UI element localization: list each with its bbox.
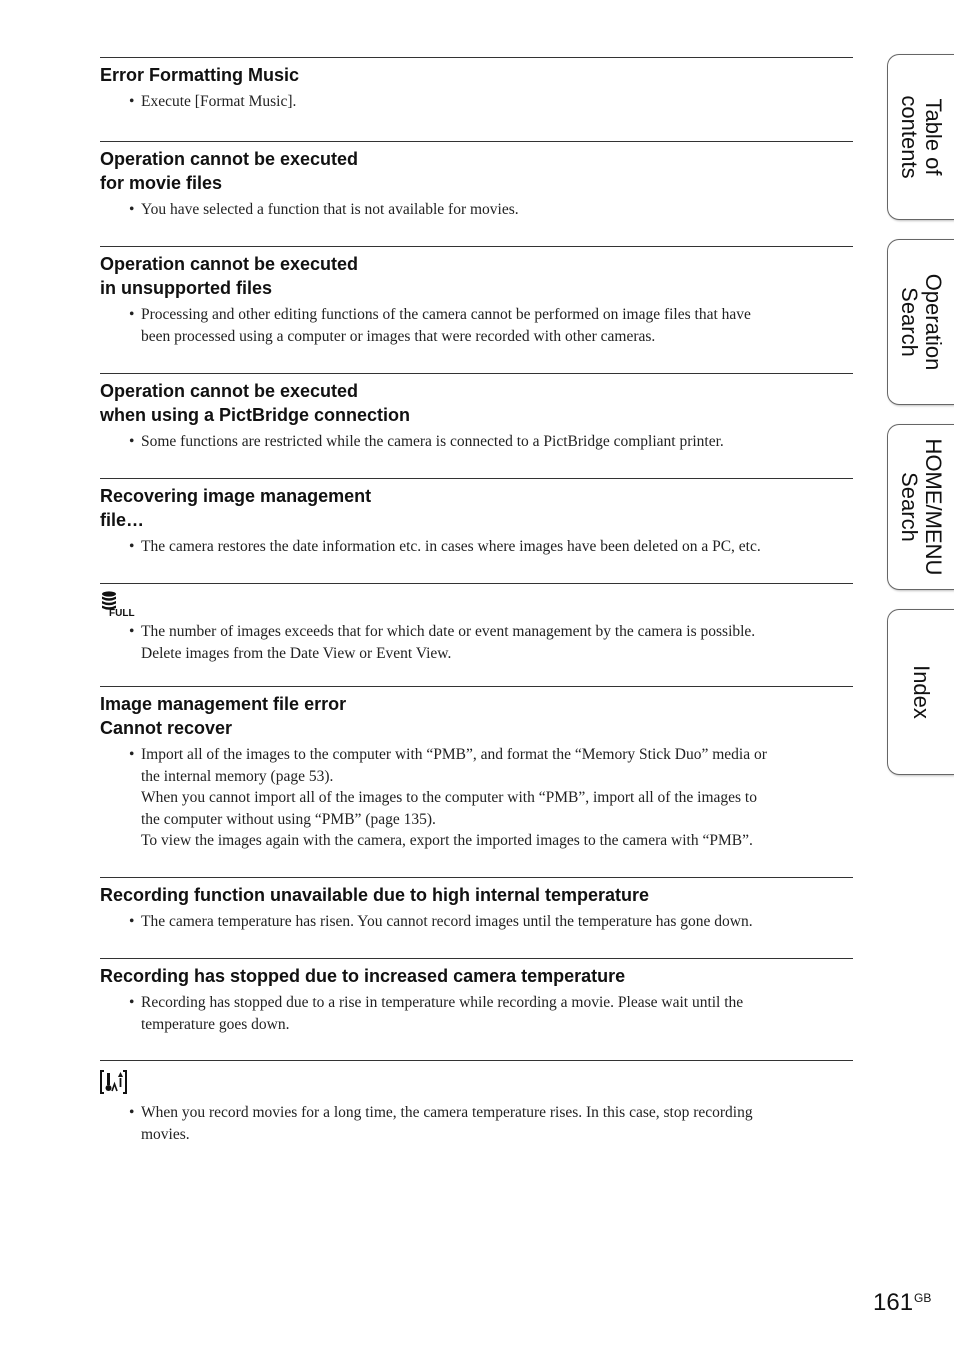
bullet-line: • The camera temperature has risen. You cannot record images until the temperature has gone down. [141,913,753,930]
heading-line: Operation cannot be executed [100,381,359,401]
bullet-list [100,91,853,113]
bullet-line: To view the images again with the camera, export the imported images to the camera with “PMB”. [141,832,753,849]
tab-table-of-contents[interactable] [887,54,954,220]
database-full-icon [100,589,138,617]
bullet-list [100,1102,853,1145]
heading-line: Error Formatting Music [100,65,300,85]
bullet-line: • When you record movies for a long time, the camera temperature rises. In this case, stop recording [141,1104,753,1121]
heading-line: Cannot recover [100,718,233,738]
tab-label-line: contents [897,95,922,179]
bullet-item [100,744,853,852]
message-heading [100,484,853,532]
heading-line: when using a PictBridge connection [100,405,411,425]
heading-line: Image management file error [100,694,347,714]
temperature-warning-icon [100,1068,130,1094]
bullet-line: • Processing and other editing functions of the camera cannot be performed on image files that have [141,306,751,323]
bullet-line: When you cannot import all of the images to the computer with “PMB”, import all of the images to [141,789,757,806]
tab-home-menu-search[interactable] [887,424,954,590]
heading-line: Operation cannot be executed [100,149,359,169]
bullet-list [100,621,853,664]
bullet-line: • You have selected a function that is not available for movies. [141,201,519,218]
bullet-list [100,911,853,933]
bullet-list [100,744,853,852]
heading-line: Recording function unavailable due to high internal temperature [100,885,650,905]
message-heading [100,63,853,87]
bullet-item [100,1102,853,1145]
bullet-line: the internal memory (page 53). [141,767,334,785]
bullet-line: the computer without using “PMB” (page 135). [141,810,436,828]
bullet-line: • Import all of the images to the computer with “PMB”, and format the “Memory Stick Duo” media or [141,746,767,763]
bullet-line: temperature goes down. [141,1015,290,1033]
heading-line: for movie files [100,173,223,193]
message-section [100,141,853,246]
bullet-list [100,199,853,221]
tab-operation-search[interactable] [887,239,954,405]
tab-label [897,95,945,178]
tab-label-line: Index [909,665,934,719]
bullet-line: • The number of images exceeds that for which date or event management by the camera is possible. [141,623,756,640]
bullet-list [100,536,853,558]
bullet-item [100,536,853,558]
heading-line: Recovering image management [100,486,372,506]
bullet-line: Delete images from the Date View or Event View. [141,644,452,662]
bullet-line: movies. [141,1125,190,1143]
tab-index[interactable] [887,609,954,775]
message-section [100,478,853,583]
heading-line: Recording has stopped due to increased camera temperature [100,966,626,986]
tab-label [897,439,945,576]
message-heading [100,883,853,907]
icon-row [100,1066,853,1094]
message-section [100,246,853,373]
bullet-list [100,431,853,453]
message-section [100,877,853,958]
bullet-item [100,91,853,113]
message-heading [100,147,853,195]
message-heading [100,692,853,740]
bullet-line: • The camera restores the date information etc. in cases where images have been deleted on a PC, etc. [141,538,761,555]
bullet-list [100,992,853,1035]
bullet-item [100,199,853,221]
message-heading [100,964,853,988]
heading-line: in unsupported files [100,278,273,298]
bullet-line: been processed using a computer or images that were recorded with other cameras. [141,327,656,345]
bullet-line: • Recording has stopped due to a rise in temperature while recording a movie. Please wait until the [141,994,744,1011]
page-number-value: 161 [873,1289,914,1316]
bullet-item [100,621,853,664]
content [100,57,853,1146]
message-heading [100,379,853,427]
message-section [100,373,853,478]
page-number [873,1289,931,1317]
page-number-suffix: GB [914,1291,932,1305]
heading-line: Operation cannot be executed [100,254,359,274]
bullet-item [100,992,853,1035]
message-section [100,57,853,141]
message-section [100,583,853,686]
tab-label [909,665,933,719]
bullet-item [100,304,853,347]
tab-label [897,274,945,371]
tab-label-line: Operation [921,273,946,371]
message-section [100,686,853,877]
message-heading [100,252,853,300]
icon-row [100,589,853,617]
message-section [100,1060,853,1146]
bullet-item [100,911,853,933]
bullet-list [100,304,853,347]
tab-label-line: Search [897,472,922,542]
bullet-line: • Execute [Format Music]. [141,93,297,110]
icon-full-label: FULL [109,608,135,617]
bullet-item [100,431,853,453]
tab-label-line: Search [897,287,922,357]
message-section [100,958,853,1060]
tab-label-line: Table of [921,98,946,176]
tab-label-line: HOME/MENU [921,438,946,576]
heading-line: file… [100,510,145,530]
bullet-line: • Some functions are restricted while the camera is connected to a PictBridge compliant printer. [141,433,724,450]
